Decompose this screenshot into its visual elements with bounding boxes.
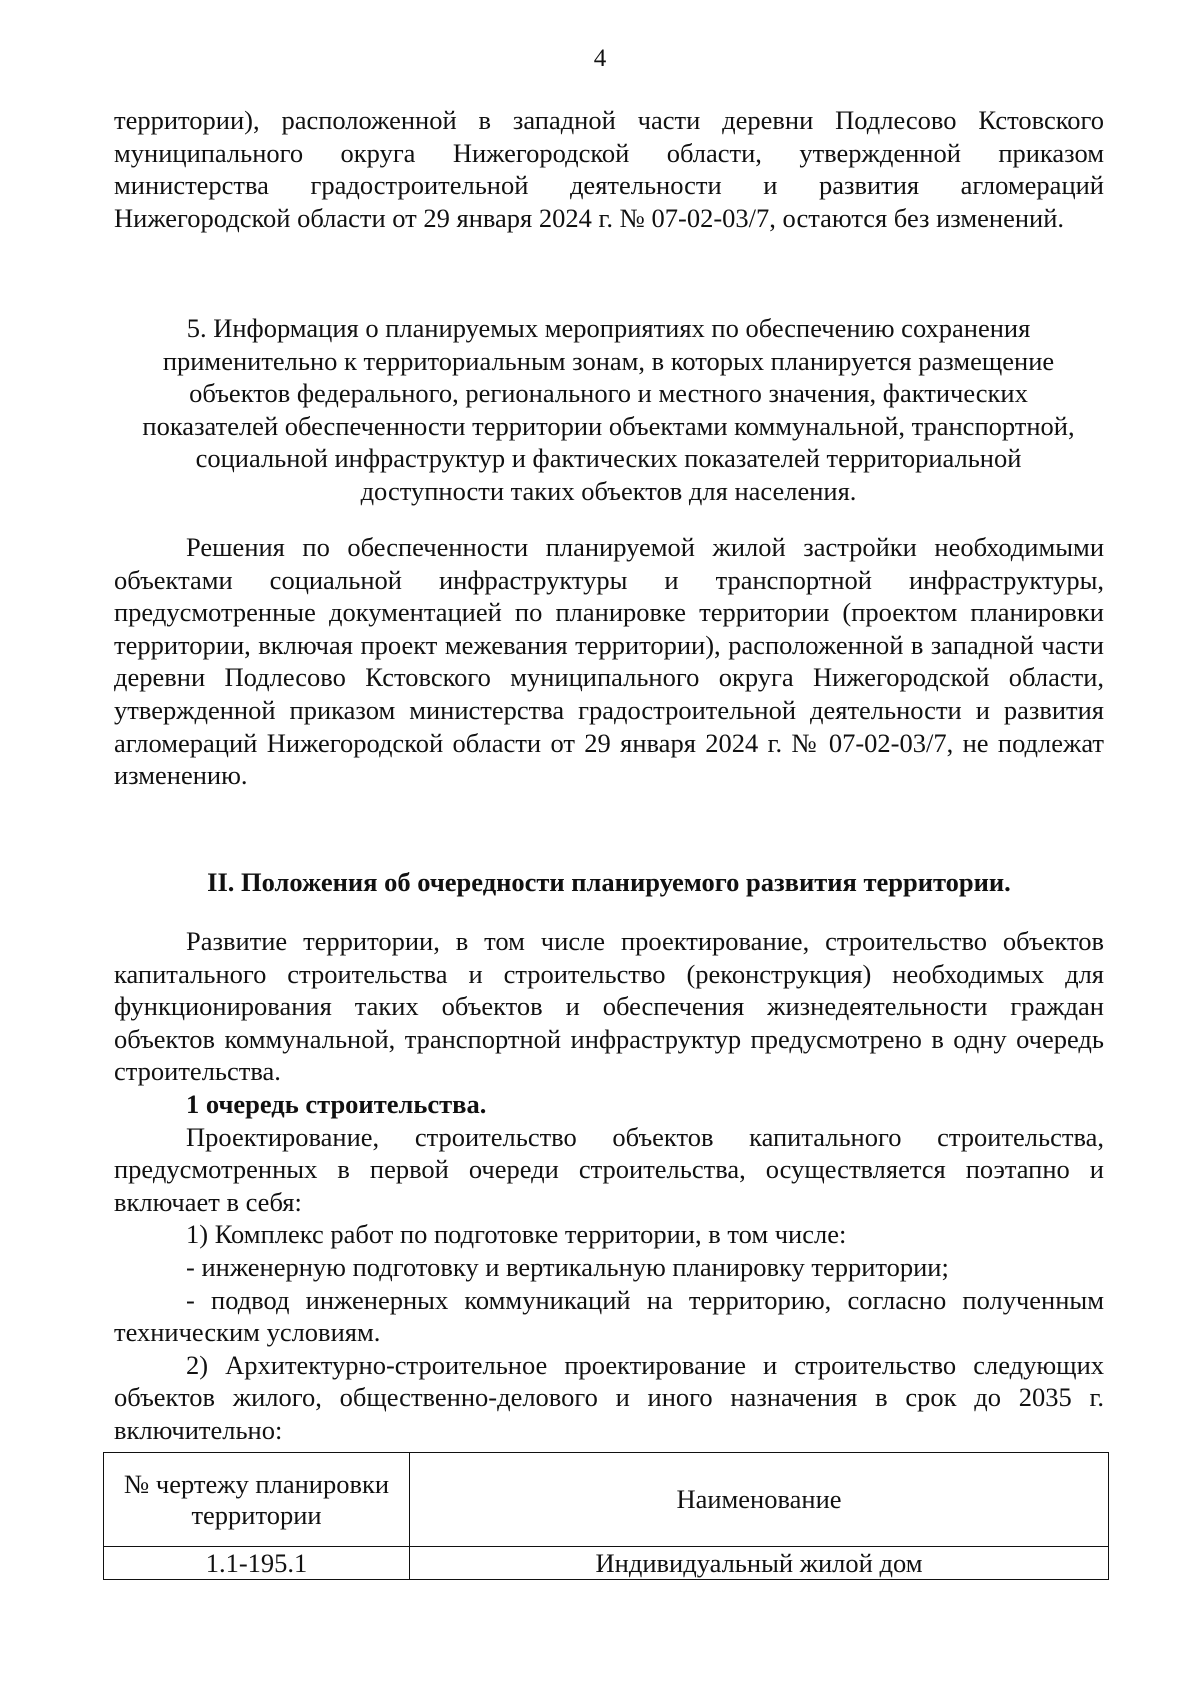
- section-5-heading: [100, 312, 1117, 508]
- list-subitem-2: - подвод инженерных коммуникаций на территорию, согласно полученным техническим условиям.: [114, 1284, 1104, 1348]
- list-subitem-1: - инженерную подготовку и вертикальную планировку территории;: [186, 1251, 949, 1282]
- heading-line: доступности таких объектов для населения.: [360, 475, 857, 506]
- column-header-drawing-number: № чертежу планировки территории: [104, 1453, 410, 1547]
- list-item-1: 1) Комплекс работ по подготовке территории, в том числе:: [186, 1219, 847, 1250]
- heading-line: показателей обеспеченности территории объектами коммунальной, транспортной,: [142, 410, 1075, 441]
- stage-intro-paragraph: Проектирование, строительство объектов капитального строительства, предусмотренных в первой очереди строительства, осуществляется поэтапно и включает в себя:: [114, 1121, 1104, 1217]
- continuation-paragraph: [114, 104, 1104, 234]
- objects-table: [103, 1452, 1109, 1580]
- paragraph-text: территории), расположенной в западной части деревни Подлесово Кстовского муниципального округа Нижегородской области, утвержденной приказом министерства градостроительной деятельности и развития агломераций Нижегородской области от 29 января 2024 г. № 07-02-03/7, остаются без изменений.: [114, 105, 1104, 233]
- section-5-paragraph: [114, 531, 1104, 792]
- heading-line: применительно к территориальным зонам, в которых планируется размещение: [162, 345, 1055, 376]
- heading-line: социальной инфраструктур и фактических показателей территориальной: [195, 443, 1022, 474]
- heading-line: объектов федерального, регионального и местного значения, фактических: [189, 378, 1028, 409]
- table-row: [104, 1547, 1109, 1580]
- section-2-heading: [114, 866, 1104, 899]
- page-number: 4: [593, 45, 607, 72]
- heading-line: 5. Информация о планируемых мероприятиях по обеспечению сохранения: [186, 313, 1031, 343]
- heading-text: II. Положения об очередности планируемого развития территории.: [207, 867, 1011, 897]
- section-2-body: [114, 925, 1104, 1447]
- table-cell-name: Индивидуальный жилой дом: [410, 1547, 1109, 1580]
- stage-heading: 1 очередь строительства.: [186, 1088, 487, 1119]
- list-item-2: 2) Архитектурно-строительное проектирование и строительство следующих объектов жилого, общественно-делового и иного назначения в срок до 2035 г. включительно:: [114, 1349, 1104, 1445]
- column-header-name: Наименование: [410, 1453, 1109, 1547]
- table-cell-drawing-number: 1.1-195.1: [104, 1547, 410, 1580]
- table-header-row: [104, 1453, 1109, 1547]
- paragraph-text: Решения по обеспеченности планируемой жилой застройки необходимыми объектами социальной инфраструктуры и транспортной инфраструктуры, предусмотренные документацией по планировке территории (проектом планировки территории, включая проект межевания территории), расположенной в западной части деревни Подлесово Кстовского муниципального округа Нижегородской области, утвержденной приказом министерства градостроительной деятельности и развития агломераций Нижегородской области от 29 января 2024 г. № 07-02-03/7, не подлежат изменению.: [114, 532, 1104, 791]
- intro-paragraph: Развитие территории, в том числе проектирование, строительство объектов капитального строительства и строительство (реконструкция) необходимых для функционирования таких объектов и обеспечения жизнедеятельности граждан объектов коммунальной, транспортной инфраструктур предусмотрено в одну очередь строительства.: [114, 926, 1104, 1087]
